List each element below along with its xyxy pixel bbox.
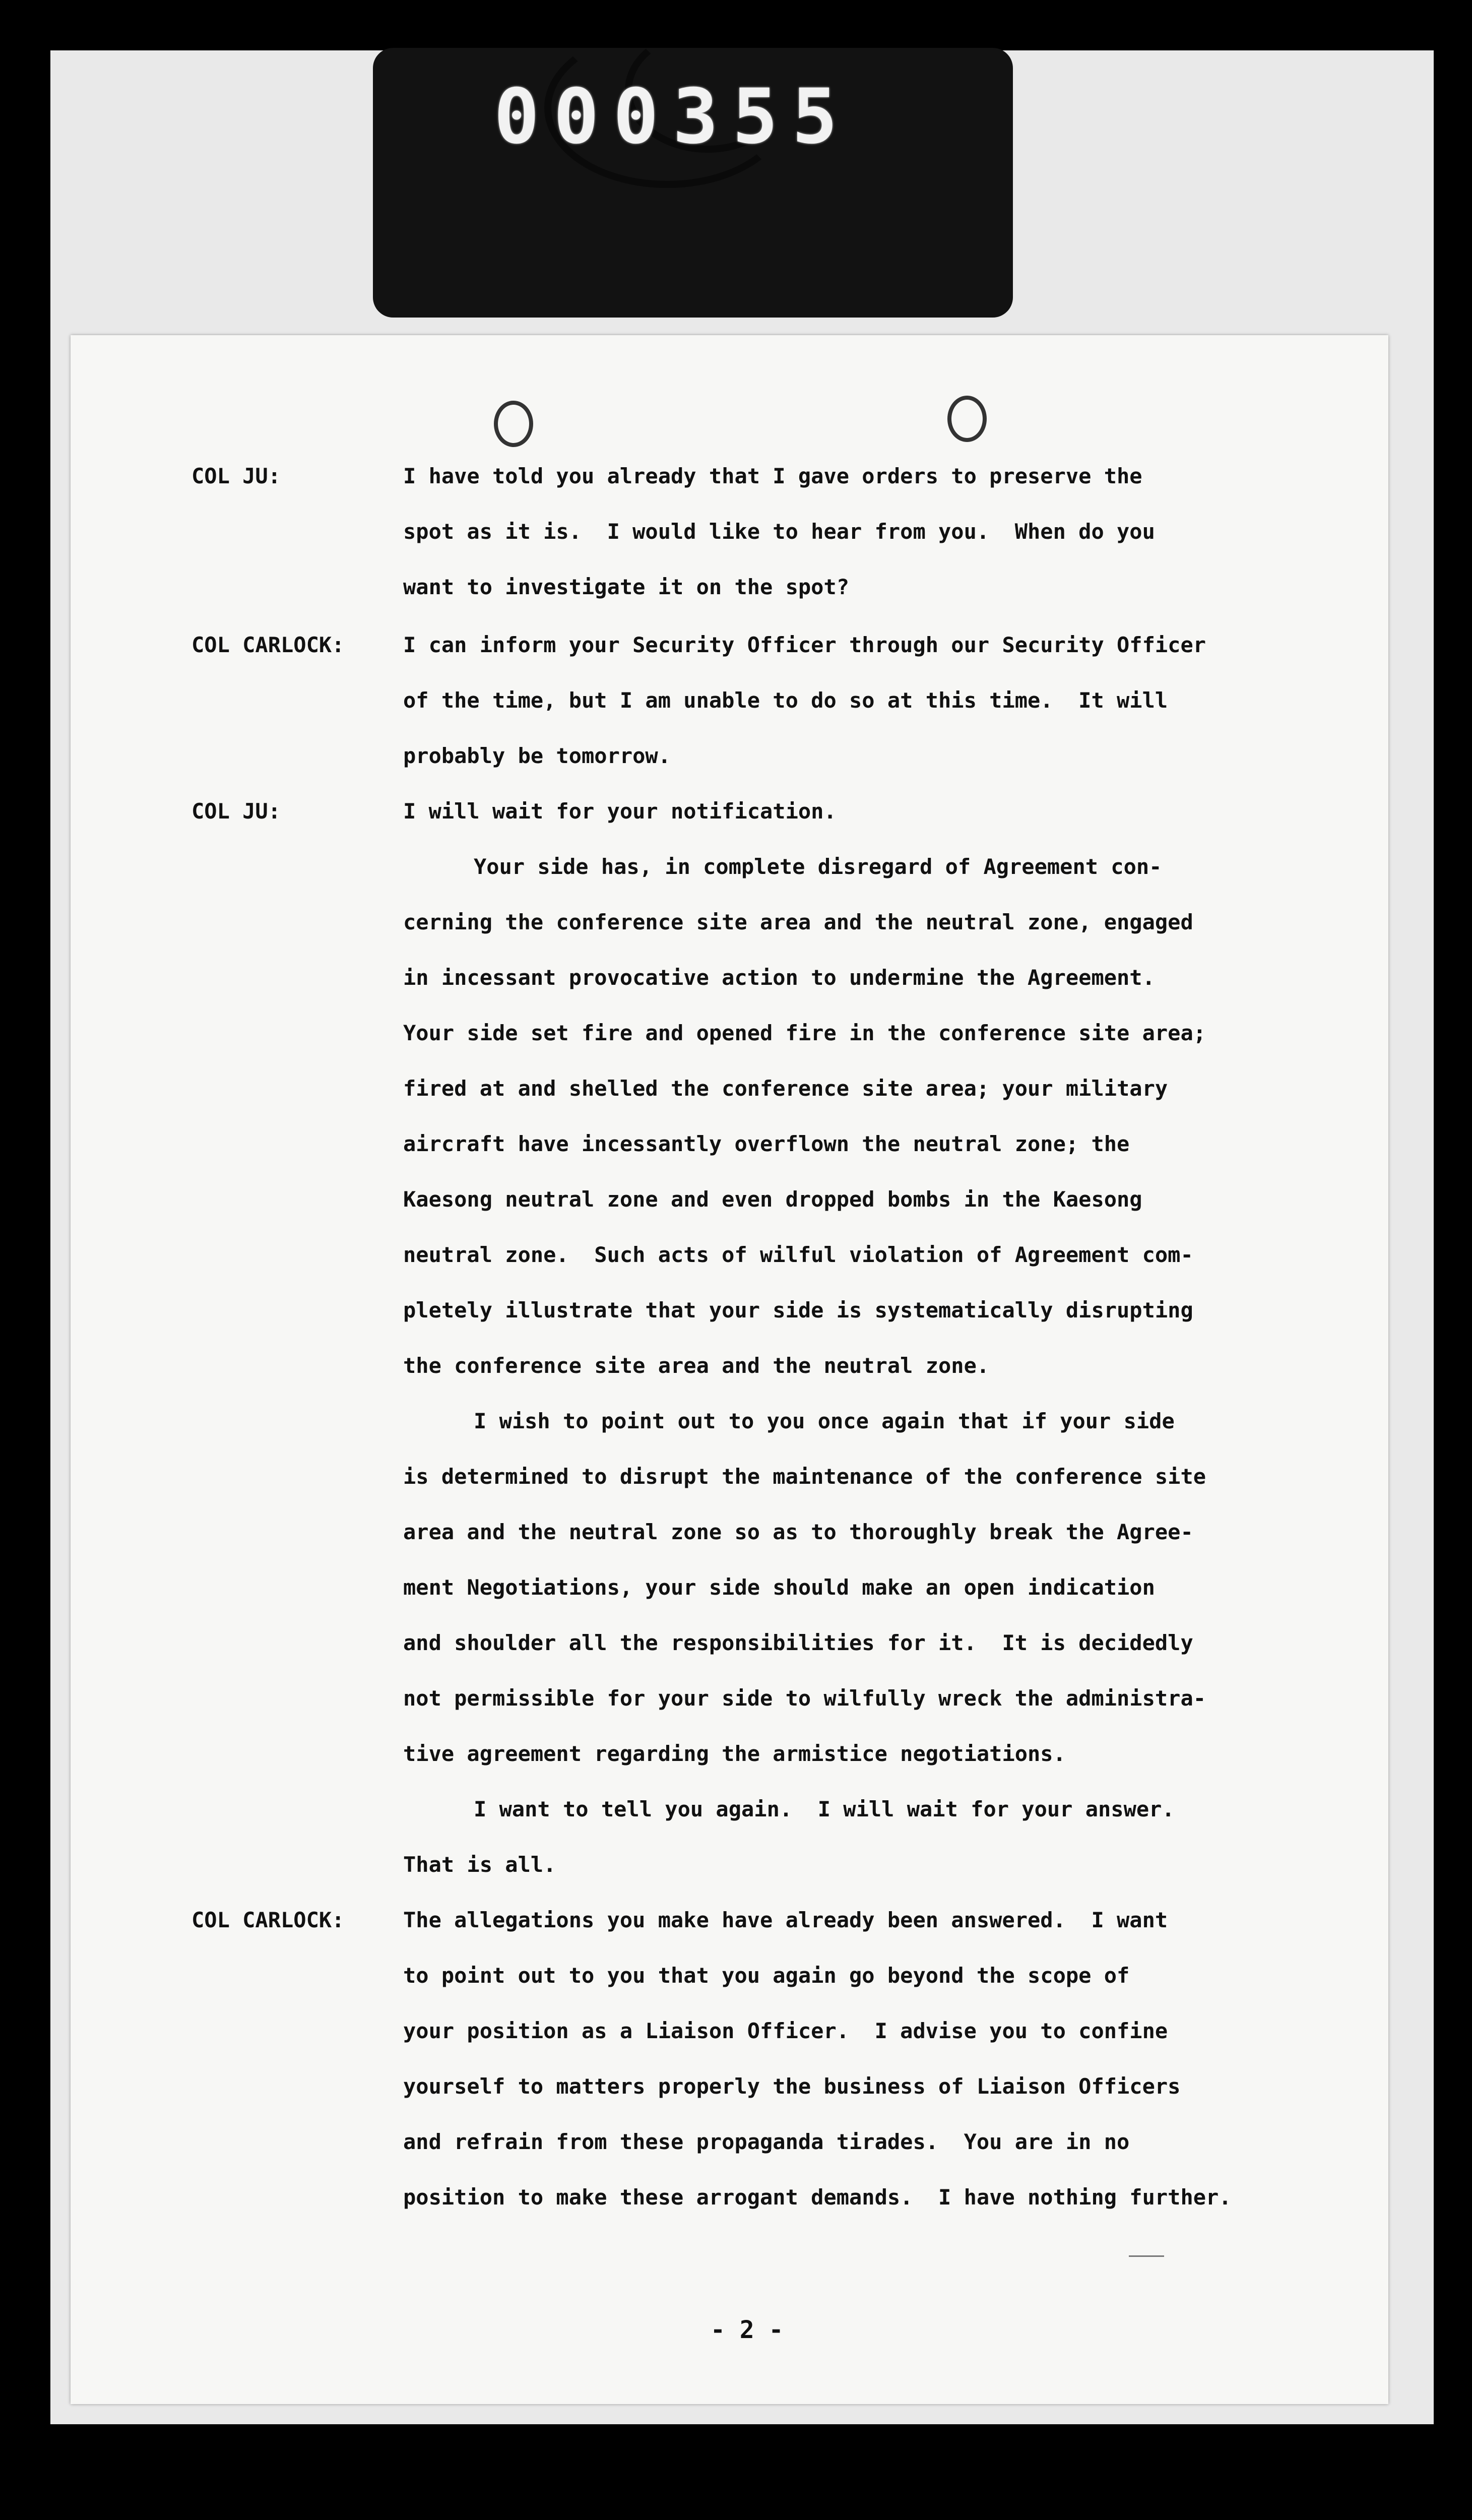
stray-mark: [1129, 2255, 1164, 2257]
transcript-line: your position as a Liaison Officer. I advise you to confine: [403, 2019, 1168, 2043]
transcript-line: That is all.: [403, 1852, 556, 1877]
punch-hole: [494, 401, 533, 447]
transcript-line: area and the neutral zone so as to thoroughly break the Agree-: [403, 1520, 1193, 1544]
transcript-line: tive agreement regarding the armistice negotiations.: [403, 1741, 1066, 1766]
transcript-line: spot as it is. I would like to hear from you. When do you: [403, 519, 1155, 544]
transcript-line: Your side has, in complete disregard of Agreement con-: [474, 854, 1162, 879]
transcript-line: I have told you already that I gave orders to preserve the: [403, 464, 1142, 488]
frame-counter-device: [373, 48, 1013, 318]
transcript-line: and refrain from these propaganda tirades. You are in no: [403, 2129, 1130, 2154]
transcript-line: I want to tell you again. I will wait for your answer.: [474, 1797, 1175, 1821]
page-number: - 2 -: [711, 2316, 784, 2344]
punch-hole: [947, 396, 987, 442]
transcript-line: Kaesong neutral zone and even dropped bombs in the Kaesong: [403, 1187, 1142, 1212]
transcript-line: want to investigate it on the spot?: [403, 575, 850, 599]
transcript-line: position to make these arrogant demands. I have nothing further.: [403, 2185, 1232, 2210]
transcript-line: The allegations you make have already been answered. I want: [403, 1908, 1168, 1932]
transcript-line: Your side set fire and opened fire in the conference site area;: [403, 1021, 1206, 1045]
speaker-label: COL JU:: [191, 464, 281, 488]
transcript-line: fired at and shelled the conference site area; your military: [403, 1076, 1168, 1101]
document-page: [71, 335, 1388, 2404]
transcript-line: of the time, but I am unable to do so at this time. It will: [403, 688, 1168, 713]
transcript-line: and shoulder all the responsibilities for it. It is decidedly: [403, 1630, 1193, 1655]
transcript-line: I can inform your Security Officer through our Security Officer: [403, 633, 1206, 657]
transcript-line: the conference site area and the neutral zone.: [403, 1353, 990, 1378]
transcript-line: probably be tomorrow.: [403, 743, 671, 768]
transcript-line: is determined to disrupt the maintenance of the conference site: [403, 1464, 1206, 1489]
transcript-line: in incessant provocative action to undermine the Agreement.: [403, 965, 1155, 990]
transcript-line: yourself to matters properly the business of Liaison Officers: [403, 2074, 1181, 2099]
transcript-line: I wish to point out to you once again that if your side: [474, 1409, 1175, 1433]
transcript-line: I will wait for your notification.: [403, 799, 837, 824]
transcript-line: neutral zone. Such acts of wilful violation of Agreement com-: [403, 1242, 1193, 1267]
transcript-line: ment Negotiations, your side should make an open indication: [403, 1575, 1155, 1600]
transcript-line: aircraft have incessantly overflown the neutral zone; the: [403, 1131, 1130, 1156]
speaker-label: COL CARLOCK:: [191, 1908, 345, 1932]
transcript-line: cerning the conference site area and the neutral zone, engaged: [403, 910, 1193, 934]
speaker-label: COL CARLOCK:: [191, 633, 345, 657]
transcript-line: not permissible for your side to wilfully wreck the administra-: [403, 1686, 1206, 1711]
transcript-line: pletely illustrate that your side is systematically disrupting: [403, 1298, 1193, 1322]
speaker-label: COL JU:: [191, 799, 281, 824]
transcript-line: to point out to you that you again go beyond the scope of: [403, 1963, 1130, 1988]
frame-counter-readout: 000355: [494, 73, 852, 161]
